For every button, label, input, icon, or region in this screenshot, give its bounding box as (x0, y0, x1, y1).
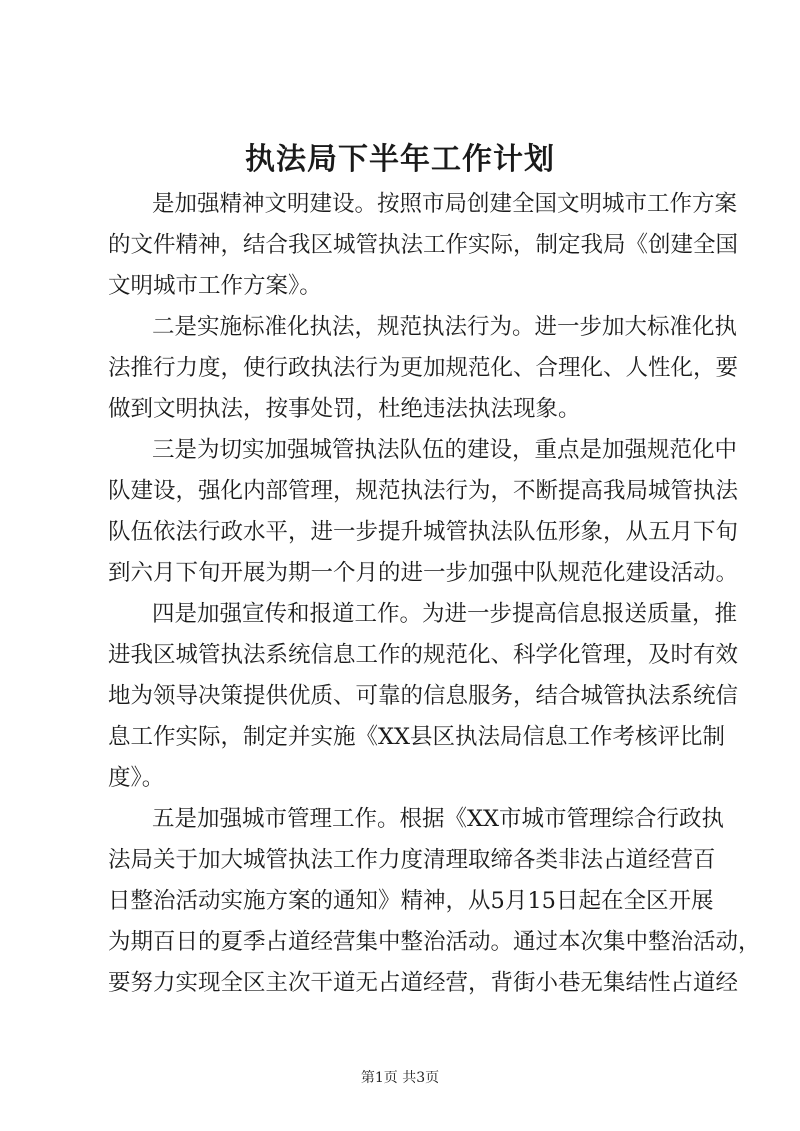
text-line: 是加强精神文明建设。按照市局创建全国文明城市工作方案 (152, 191, 738, 217)
text-line: 日整治活动实施方案的通知》精神，从5月15日起在全区开展 (108, 888, 714, 914)
text-line: 法局关于加大城管执法工作力度清理取缔各类非法占道经营百 (108, 847, 716, 873)
text-line: 三是为切实加强城管执法队伍的建设，重点是加强规范化中 (152, 437, 738, 463)
text-line: 文明城市工作方案》。 (108, 273, 322, 299)
text-line: 二是实施标准化执法，规范执法行为。进一步加大标准化执 (152, 314, 738, 340)
paragraph (108, 594, 739, 799)
paragraph (108, 307, 739, 430)
text-line: 度》。 (108, 765, 165, 791)
text-line: 法推行力度，使行政执法行为更加规范化、合理化、人性化，要 (108, 355, 739, 381)
text-line: 到六月下旬开展为期一个月的进一步加强中队规范化建设活动。 (108, 560, 739, 586)
text-line: 四是加强宣传和报道工作。为进一步提高信息报送质量，推 (152, 601, 738, 627)
text-line: 队伍依法行政水平，进一步提升城管执法队伍形象，从五月下旬 (108, 519, 739, 545)
page-number-footer: 第1页 共3页 (360, 1070, 440, 1086)
text-line: 地为领导决策提供优质、可靠的信息服务，结合城管执法系统信 (108, 683, 739, 709)
paragraph (108, 184, 739, 307)
text-line: 队建设，强化内部管理，规范执法行为，不断提高我局城管执法 (108, 478, 739, 504)
text-line: 息工作实际，制定并实施《XX县区执法局信息工作考核评比制 (108, 724, 726, 750)
text-line: 为期百日的夏季占道经营集中整治活动。通过本次集中整治活动， (108, 929, 761, 955)
text-line: 五是加强城市管理工作。根据《XX市城市管理综合行政执 (152, 806, 725, 832)
text-line: 做到文明执法，按事处罚，杜绝违法执法现象。 (108, 396, 581, 422)
document-title: 执法局下半年工作计划 (245, 142, 555, 177)
text-line: 进我区城管执法系统信息工作的规范化、科学化管理，及时有效 (108, 642, 739, 668)
paragraph (108, 799, 761, 1004)
text-line: 要努力实现全区主次干道无占道经营，背街小巷无集结性占道经 (108, 970, 739, 996)
paragraph (108, 430, 739, 594)
text-line: 的文件精神，结合我区城管执法工作实际，制定我局《创建全国 (108, 232, 739, 258)
document-body (108, 184, 761, 1004)
